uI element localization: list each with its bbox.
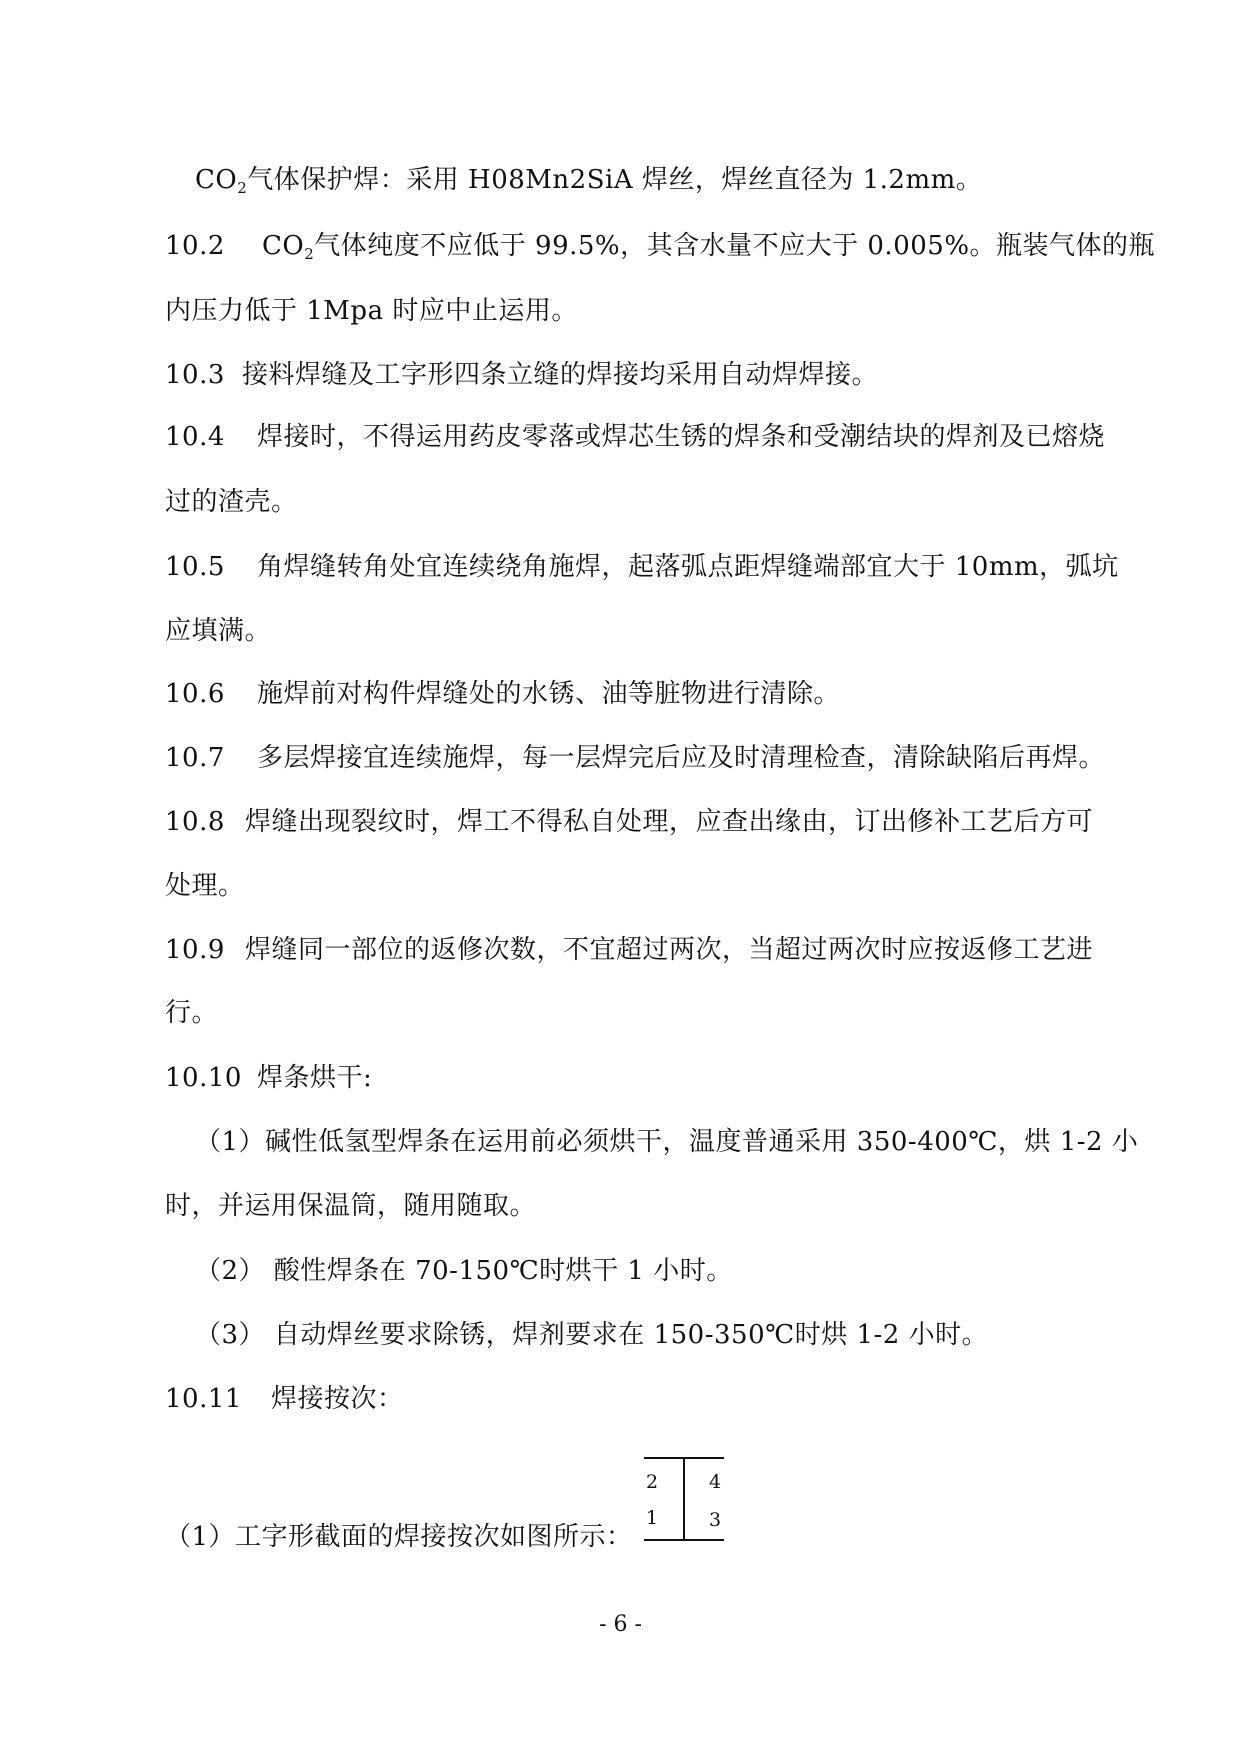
page-number: - 6 - xyxy=(599,1612,642,1637)
clause-text: 焊接时，不得运用药皮零落或焊芯生锈的焊条和受潮结块的焊剂及已熔烧 xyxy=(257,422,1106,452)
clause-text: 多层焊接宜连续施焊，每一层焊完后应及时清理检查，清除缺陷后再焊。 xyxy=(257,743,1106,773)
text-co2-welding: 气体保护焊：采用 H08Mn2SiA 焊丝，焊丝直径为 1.2mm。 xyxy=(247,165,983,195)
clause-10-9-cont: 行。 xyxy=(165,998,219,1028)
clause-number: 10.6 xyxy=(165,679,225,709)
clause-text: 焊接按次： xyxy=(271,1384,404,1414)
paragraph-co2-welding xyxy=(195,163,982,197)
i-section-weld-sequence-diagram xyxy=(644,1457,724,1541)
item-3-auto-wire: （3） 自动焊丝要求除锈，焊剂要求在 150-350℃时烘 1-2 小时。 xyxy=(195,1320,989,1350)
clause-text: 焊条烘干: xyxy=(257,1063,373,1093)
clause-10-5 xyxy=(165,550,1119,584)
clause-10-11 xyxy=(165,1382,404,1416)
item-1-basic-electrode: （1）碱性低氢型焊条在运用前必须烘干，温度普通采用 350-400℃，烘 1-2 小 xyxy=(195,1127,1139,1157)
clause-10-4-cont: 过的渣壳。 xyxy=(165,487,298,517)
clause-text: 施焊前对构件焊缝处的水锈、油等脏物进行清除。 xyxy=(257,679,841,709)
clause-text: 焊缝同一部位的返修次数，不宜超过两次，当超过两次时应按返修工艺进 xyxy=(245,935,1094,965)
clause-10-10 xyxy=(165,1061,372,1095)
item-1-i-section: （1）工字形截面的焊接按次如图所示： xyxy=(165,1522,633,1552)
clause-number: 10.11 xyxy=(165,1384,242,1414)
clause-number: 10.3 xyxy=(165,360,225,390)
clause-10-8-cont: 处理。 xyxy=(165,871,245,901)
clause-number: 10.7 xyxy=(165,743,225,773)
web-line xyxy=(683,1457,685,1541)
clause-10-4 xyxy=(165,420,1105,454)
clause-number: 10.10 xyxy=(165,1063,242,1093)
clause-number: 10.5 xyxy=(165,552,225,582)
text-co: CO xyxy=(195,165,238,195)
subscript-2: 2 xyxy=(237,179,248,197)
weld-number-2: 2 xyxy=(646,1471,659,1493)
clause-text: 焊缝出现裂纹时，焊工不得私自处理，应查出缘由，订出修补工艺后方可 xyxy=(245,807,1094,837)
clause-10-7 xyxy=(165,741,1105,775)
clause-10-3 xyxy=(165,358,878,392)
clause-10-8 xyxy=(165,805,1093,839)
clause-text: 接料焊缝及工字形四条立缝的焊接均采用自动焊焊接。 xyxy=(242,360,879,390)
bottom-flange-line xyxy=(644,1539,724,1541)
text-co: CO xyxy=(262,231,305,261)
clause-10-9 xyxy=(165,933,1093,967)
clause-number: 10.9 xyxy=(165,935,225,965)
clause-number: 10.4 xyxy=(165,422,225,452)
weld-number-1: 1 xyxy=(646,1507,659,1529)
item-1-cont: 时，并运用保温筒，随用随取。 xyxy=(165,1191,537,1221)
weld-number-4: 4 xyxy=(709,1471,722,1493)
clause-10-6 xyxy=(165,677,840,711)
clause-10-2-cont: 内压力低于 1Mpa 时应中止运用。 xyxy=(165,296,578,326)
clause-text: 角焊缝转角处宜连续绕角施焊，起落弧点距焊缝端部宜大于 10mm，弧坑 xyxy=(257,552,1119,582)
clause-10-2 xyxy=(165,229,1155,263)
clause-10-5-cont: 应填满。 xyxy=(165,616,272,646)
clause-text: 气体纯度不应低于 99.5%，其含水量不应大于 0.005%。瓶装气体的瓶 xyxy=(314,231,1156,261)
clause-number: 10.8 xyxy=(165,807,225,837)
weld-number-3: 3 xyxy=(709,1509,722,1531)
item-2-acid-electrode: （2） 酸性焊条在 70-150℃时烘干 1 小时。 xyxy=(195,1256,733,1286)
subscript-2: 2 xyxy=(304,245,315,263)
clause-number: 10.2 xyxy=(165,231,225,261)
